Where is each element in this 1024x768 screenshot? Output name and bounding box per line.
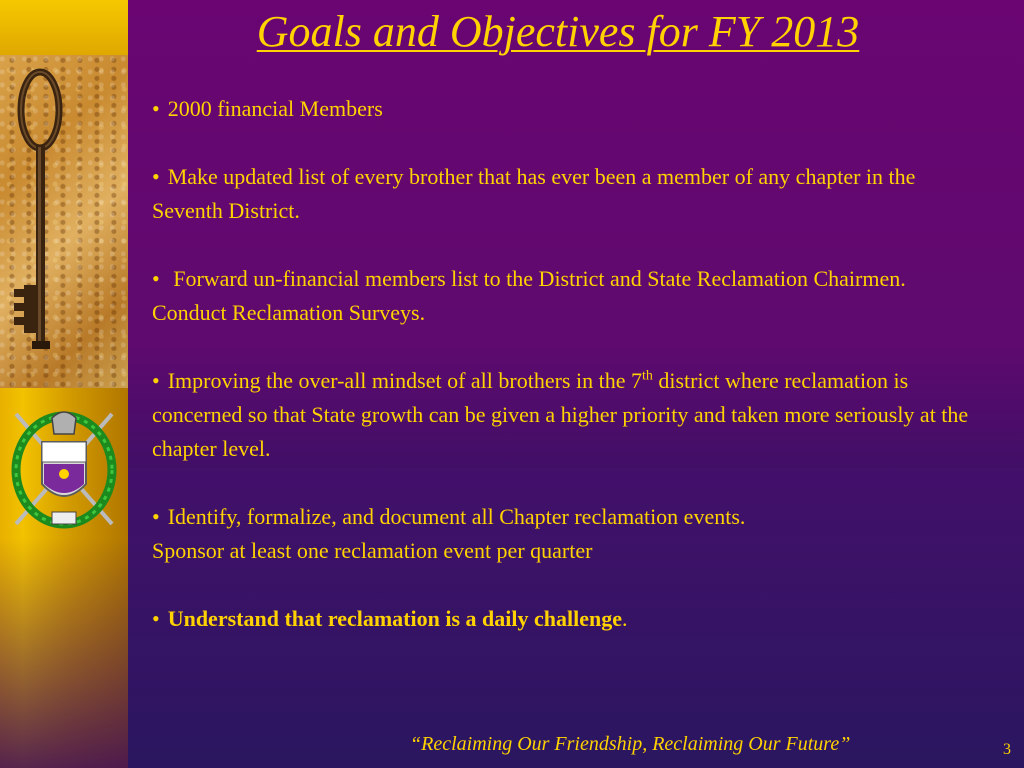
bullet-marker: • bbox=[152, 266, 160, 291]
bullet-item-mindset bbox=[152, 364, 982, 466]
bullet-text: . bbox=[621, 606, 628, 631]
bullet-text: district where reclamation is concerned so that State growth can be given a higher priority and taken more seriously at the chapter level. bbox=[152, 368, 969, 461]
page-number: 3 bbox=[1003, 741, 1011, 758]
bullet-item-forward-list bbox=[152, 262, 982, 330]
bullet-item-updated-list bbox=[152, 160, 982, 228]
bullet-item-daily-challenge bbox=[152, 602, 982, 636]
bullet-text: Make updated list of every brother that has ever been a member of any chapter in the Seventh District. bbox=[152, 164, 916, 223]
bullet-item-members bbox=[152, 92, 982, 126]
bullet-marker: • bbox=[152, 606, 160, 631]
left-sidebar-top bbox=[0, 0, 128, 55]
bullet-text: Identify, formalize, and document all Chapter reclamation events. bbox=[167, 504, 746, 529]
antique-key-icon bbox=[0, 55, 128, 388]
bullet-item-events bbox=[152, 500, 982, 568]
bullet-text: 2000 financial Members bbox=[167, 96, 383, 121]
bullet-marker: • bbox=[152, 96, 160, 121]
bullet-text: Sponsor at least one reclamation event per quarter bbox=[152, 538, 593, 563]
slide-footer: “Reclaiming Our Friendship, Reclaiming Our Future” bbox=[410, 733, 851, 755]
bullet-marker: • bbox=[152, 504, 160, 529]
bullet-text-bold: Understand that reclamation is a daily challenge bbox=[167, 606, 622, 631]
bullet-marker: • bbox=[152, 164, 160, 189]
ordinal-suffix: th bbox=[641, 368, 653, 384]
bullet-list bbox=[152, 92, 982, 636]
antique-key-image bbox=[0, 55, 128, 388]
slide-title: Goals and Objectives for FY 2013 bbox=[256, 7, 860, 56]
bullet-text: Conduct Reclamation Surveys. bbox=[152, 300, 426, 325]
bullet-text: Improving the over-all mindset of all brothers in the 7 bbox=[167, 368, 642, 393]
fraternity-crest-icon bbox=[8, 404, 120, 534]
bullet-text: Forward un-financial members list to the District and State Reclamation Chairmen. bbox=[167, 266, 906, 291]
bullet-marker: • bbox=[152, 368, 160, 393]
